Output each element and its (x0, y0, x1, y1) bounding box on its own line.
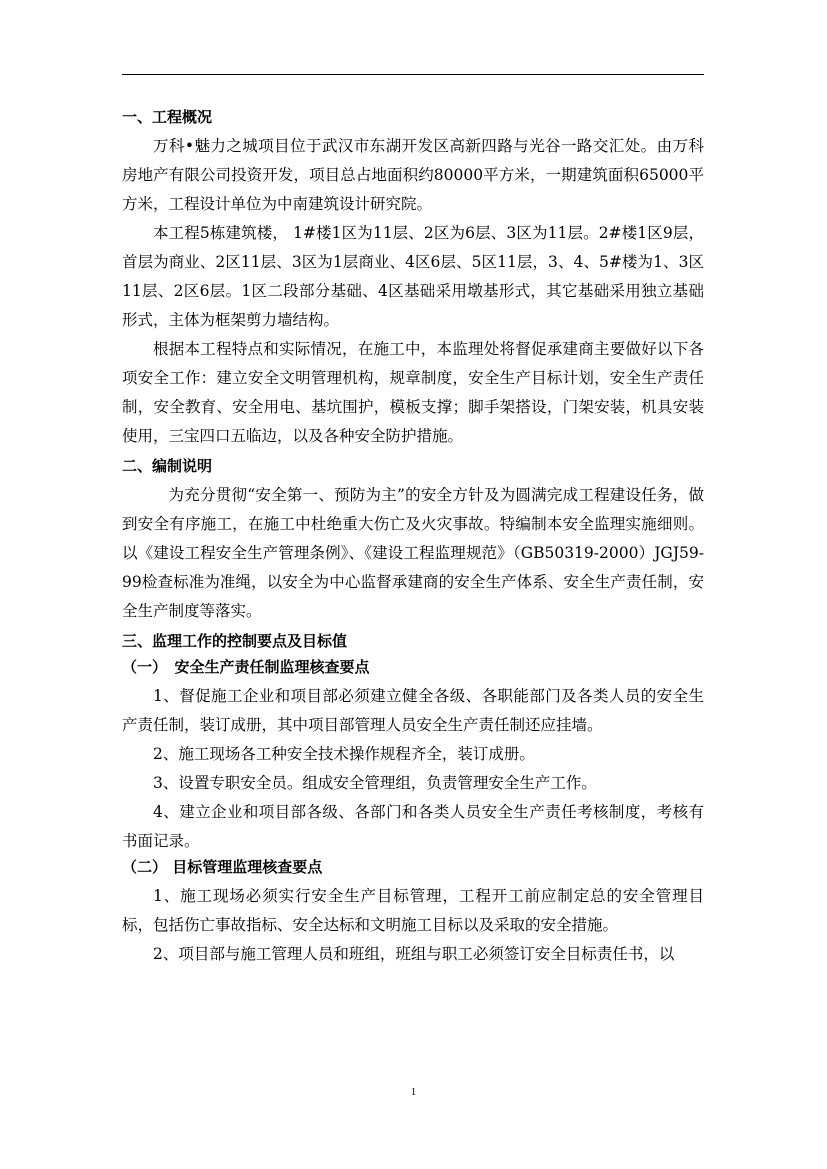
list-item: 4、建立企业和项目部各级、各部门和各类人员安全生产责任考核制度，考核有书面记录。 (122, 803, 704, 850)
subsection-heading-target-management: （二） 目标管理监理核查要点 (122, 858, 323, 876)
page-number: 1 (410, 1086, 417, 1098)
paragraph: 根据本工程特点和实际情况，在施工中，本监理处将督促承建商主要做好以下各项安全工作：建立安全文明管理机构，规章制度，安全生产目标计划，安全生产责任制，安全教育、安全用电、基坑围护，模板支撑；脚手架搭设，门架安装，机具安装使用，三宝四口五临边，以及各种安全防护措施。 (122, 340, 704, 445)
section-heading-control-points: 三、监理工作的控制要点及目标值 (122, 632, 348, 650)
paragraph: 万科•魅力之城项目位于武汉市东湖开发区高新四路与光谷一路交汇处。由万科房地产有限公司投资开发，项目总占地面积约80000平方米，一期建筑面积65000平方米，工程设计单位为中南建筑设计研究院。 (122, 137, 704, 213)
list-item: 1、施工现场必须实行安全生产目标管理，工程开工前应制定总的安全管理目标，包括伤亡事故指标、安全达标和文明施工目标以及采取的安全措施。 (122, 887, 704, 934)
section-heading-overview: 一、工程概况 (122, 108, 213, 126)
subsection-heading-responsibility: （一） 安全生产责任制监理核查要点 (122, 658, 370, 676)
document-body (122, 106, 704, 969)
list-item: 2、项目部与施工管理人员和班组，班组与职工必须签订安全目标责任书，以 (153, 945, 675, 963)
paragraph: 本工程5栋建筑楼， 1#楼1区为11层、2区为6层、3区为11层。2#楼1区9层，首层为商业、2区11层、3区为1层商业、4区6层、5区11层，3、4、5#楼为1、3区11层、2区6层。1区二段部分基础、4区基础采用墩基形式，其它基础采用独立基础形式，主体为框架剪力墙结构。 (122, 224, 704, 329)
section-heading-compilation: 二、编制说明 (122, 457, 213, 475)
list-item: 1、督促施工企业和项目部必须建立健全各级、各职能部门及各类人员的安全生产责任制，装订成册，其中项目部管理人员安全生产责任制还应挂墙。 (122, 687, 704, 734)
list-item: 2、施工现场各工种安全技术操作规程齐全，装订成册。 (153, 745, 535, 763)
header-rule (122, 74, 704, 75)
paragraph: 为充分贯彻“安全第一、预防为主”的安全方针及为圆满完成工程建设任务，做到安全有序施工，在施工中杜绝重大伤亡及火灾事故。特编制本安全监理实施细则。以《建设工程安全生产管理条例》、《建设工程监理规范》（GB50319-2000）JGJ59-99检查标准为准绳，以安全为中心监督承建商的安全生产体系、安全生产责任制，安全生产制度等落实。 (122, 486, 704, 620)
list-item: 3、设置专职安全员。组成安全管理组，负责管理安全生产工作。 (153, 774, 597, 792)
